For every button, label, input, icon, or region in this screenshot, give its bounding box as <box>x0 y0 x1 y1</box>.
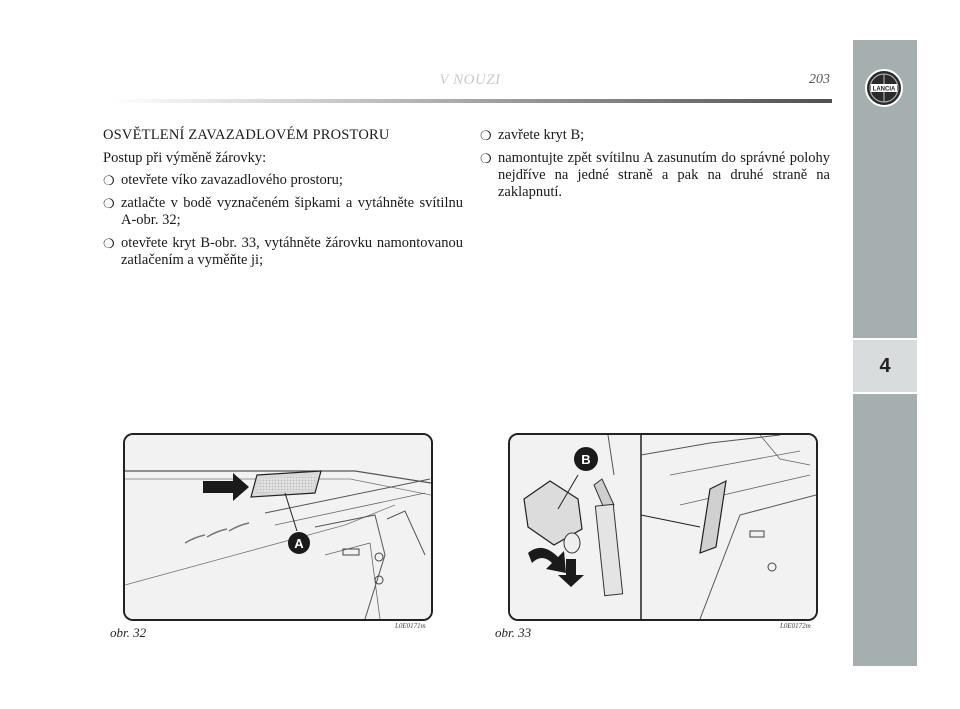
list-item <box>103 195 463 229</box>
intro-text: Postup při výměně žárovky: <box>103 150 267 166</box>
list-item-text: otevřete víko zavazadlového prostoru; <box>121 172 343 188</box>
list-item-text: otevřete kryt B-obr. 33, vytáhněte žárovku namontovanou zatlačením a vyměňte ji; <box>121 235 463 268</box>
list-item <box>103 172 463 189</box>
lancia-logo-icon <box>864 68 904 108</box>
bullet-icon: ❍ <box>480 128 492 143</box>
page-number: 203 <box>809 72 830 87</box>
list-item-text: zatlačte v bodě vyznačeném šipkami a vytáhněte svítilnu A-obr. 32; <box>121 195 463 228</box>
list-item-text: namontujte zpět svítilnu A zasunutím do správné polohy nejdříve na jedné straně a pak na druhé straně na zaklapnutí. <box>498 150 830 200</box>
right-column <box>480 127 830 207</box>
list-item <box>480 150 830 201</box>
figure-32-code: L0E0171m <box>395 622 426 630</box>
chapter-tab[interactable] <box>853 340 917 392</box>
figure-32-label: obr. 32 <box>110 625 147 640</box>
list-item-text: zavřete kryt B; <box>498 127 585 143</box>
figure-32-illustration <box>125 435 431 619</box>
list-item <box>103 235 463 269</box>
figure-33-illustration <box>510 435 816 619</box>
left-column <box>103 127 463 275</box>
lamp-a <box>251 471 321 497</box>
figure-33 <box>508 433 818 621</box>
callout-b: B <box>581 452 591 467</box>
bullet-icon: ❍ <box>103 236 115 251</box>
header-rule <box>110 99 832 103</box>
section-title: V NOUZI <box>439 72 501 88</box>
chapter-number: 4 <box>879 354 891 377</box>
logo-text: LANCIA <box>872 86 896 93</box>
list-item <box>480 127 830 144</box>
figure-33-label: obr. 33 <box>495 625 532 640</box>
sidebar-bottom <box>853 394 917 666</box>
callout-a: A <box>294 536 304 551</box>
bullet-icon: ❍ <box>480 151 492 166</box>
section-heading: OSVĚTLENÍ ZAVAZADLOVÉM PROSTORU <box>103 127 390 143</box>
bullet-icon: ❍ <box>103 196 115 211</box>
figure-33-code: L0E0172m <box>780 622 811 630</box>
figure-32 <box>123 433 433 621</box>
bullet-icon: ❍ <box>103 173 115 188</box>
